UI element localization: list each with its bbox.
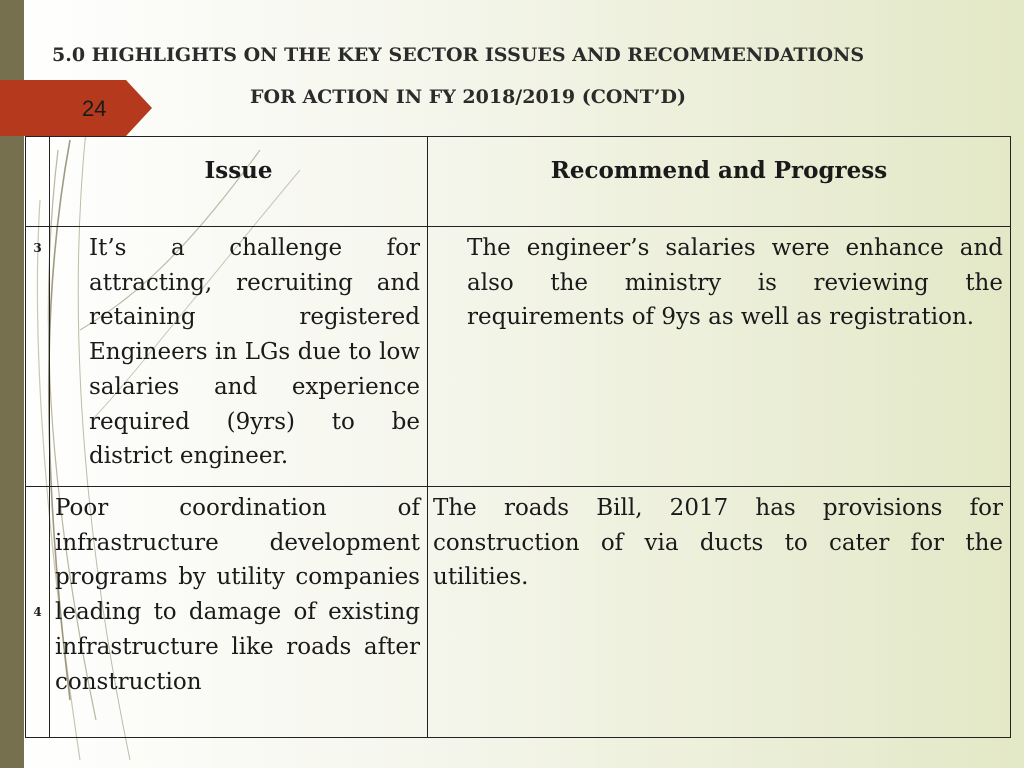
row-number: 3 (26, 227, 50, 487)
issue-text: It’s a challenge for attracting, recruiting and retaining registered Engineers in LGs due to low salaries and experience required (9yrs) to be district engineer. (89, 235, 420, 470)
number-column-header (26, 137, 50, 227)
bullet-icon (433, 231, 467, 335)
recommendation-text: The roads Bill, 2017 has provisions for construction of via ducts to cater for the utilities. (433, 495, 1003, 591)
recommendation-column-header: Recommend and Progress (428, 137, 1011, 227)
page-number-tab (0, 80, 152, 136)
slide-title-line-2: FOR ACTION IN FY 2018/2019 (CONT’D) (250, 86, 686, 108)
table-row (26, 487, 1011, 738)
issue-column-header: Issue (50, 137, 428, 227)
issue-cell (50, 227, 428, 487)
issue-text: Poor coordination of infrastructure development programs by utility companies leading to damage of existing infrastructure like roads after construction (55, 495, 420, 695)
issues-table (25, 136, 1011, 738)
page-number: 24 (82, 96, 107, 121)
recommendation-cell (428, 487, 1011, 738)
recommendation-text: The engineer’s salaries were enhance and also the ministry is reviewing the requirements of 9ys as well as registration. (467, 235, 1003, 331)
row-number: 4 (26, 487, 50, 738)
issue-cell (50, 487, 428, 738)
bullet-icon (55, 231, 89, 474)
table-header-row (26, 137, 1011, 227)
table-row (26, 227, 1011, 487)
slide-title-line-1: 5.0 HIGHLIGHTS ON THE KEY SECTOR ISSUES AND RECOMMENDATIONS (52, 44, 865, 66)
recommendation-cell (428, 227, 1011, 487)
